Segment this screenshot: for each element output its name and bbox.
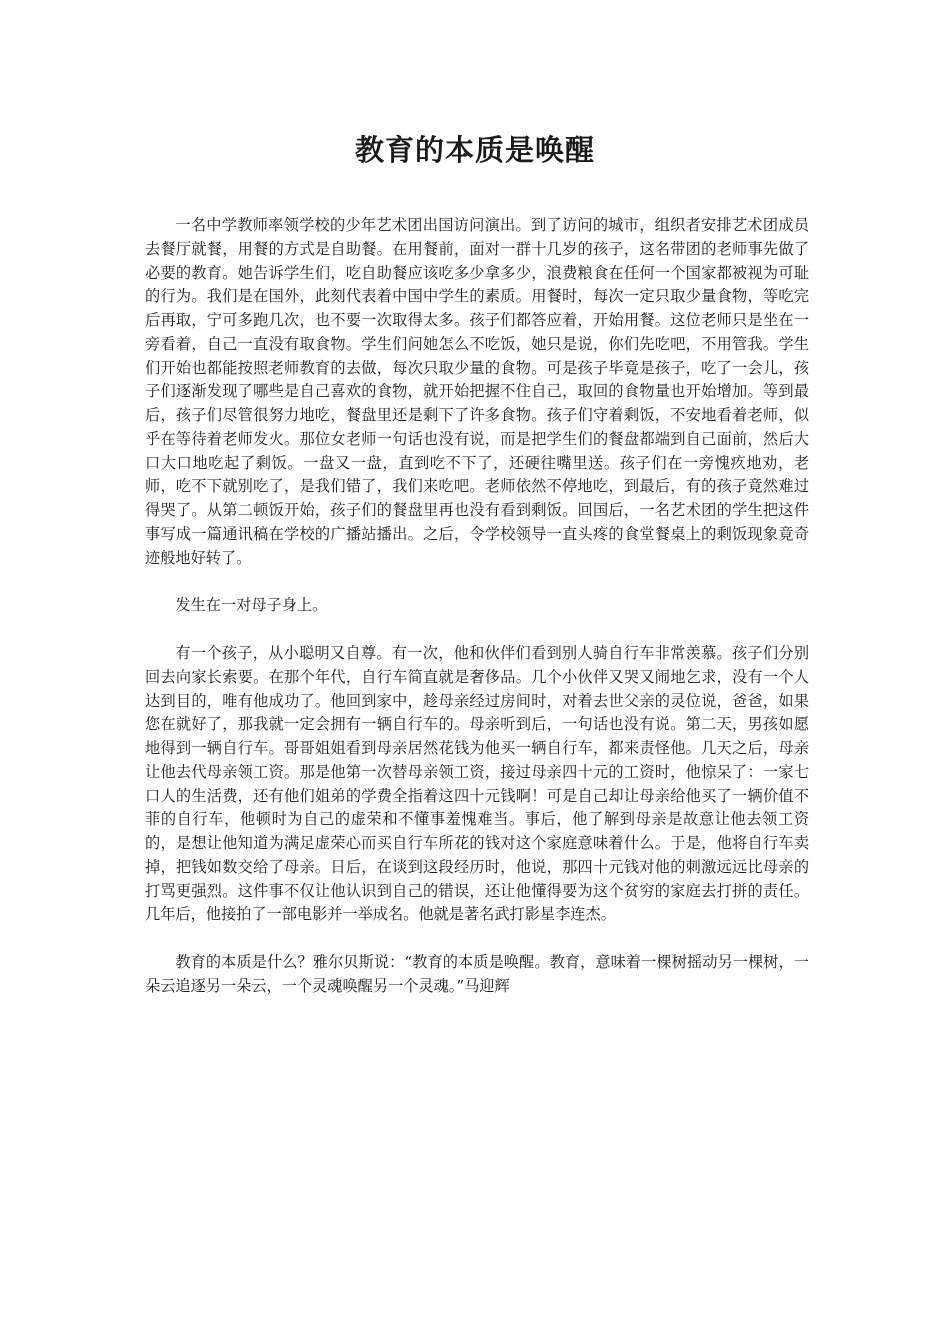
paragraph-bicycle-story: 有一个孩子，从小聪明又自尊。有一次，他和伙伴们看到别人骑自行车非常羡慕。孩子们分别回去向家长索要。在那个年代，自行车简直就是奢侈品。几个小伙伴又哭又闹地乞求，没有一个人达到目的，唯有他成功了。他回到家中，趁母亲经过房间时，对着去世父亲的灵位说，爸爸，如果您在就好了，那我就一定会拥有一辆自行车的。母亲听到后，一句话也没有说。第二天，男孩如愿地得到一辆自行车。哥哥姐姐看到母亲居然花钱为他买一辆自行车，都来责怪他。几天之后，母亲让他去代母亲领工资。那是他第一次替母亲领工资，接过母亲四十元的工资时，他惊呆了：一家七口人的生活费，还有他们姐弟的学费全指着这四十元钱啊！可是自己却让母亲给他买了一辆价值不菲的自行车，他顿时为自己的虚荣和不懂事羞愧难当。事后，他了解到母亲是故意让他去领工资的，是想让他知道为满足虚荣心而买自行车所花的钱对这个家庭意味着什么。于是，他将自行车卖掉，把钱如数交给了母亲。日后，在谈到这段经历时，他说，那四十元钱对他的刺激远远比母亲的打骂更强烈。这件事不仅让他认识到自己的错误，还让他懂得要为这个贫穷的家庭去打拼的责任。几年后，他接拍了一部电影并一举成名。他就是著名武打影星李连杰。 <box>145 644 809 924</box>
paragraph-transition: 发生在一对母子身上。 <box>175 596 328 615</box>
document-body <box>145 214 809 1023</box>
paragraph-conclusion: 教育的本质是什么？雅尔贝斯说：“教育的本质是唤醒。教育，意味着一棵树摇动另一棵树，一朵云追逐另一朵云，一个灵魂唤醒另一个灵魂。”马迎辉 <box>145 953 809 995</box>
paragraph-cafeteria-story: 一名中学教师率领学校的少年艺术团出国访问演出。到了访问的城市，组织者安排艺术团成员去餐厅就餐，用餐的方式是自助餐。在用餐前，面对一群十几岁的孩子，这名带团的老师事先做了必要的教育。她告诉学生们，吃自助餐应该吃多少拿多少，浪费粮食在任何一个国家都被视为可耻的行为。我们是在国外，此刻代表着中国中学生的素质。用餐时，每次一定只取少量食物，等吃完后再取，宁可多跑几次，也不要一次取得太多。孩子们都答应着，开始用餐。这位老师只是坐在一旁看着，自己一直没有取食物。学生们问她怎么不吃饭，她只是说，你们先吃吧，不用管我。学生们开始也都能按照老师教育的去做，每次只取少量的食物。可是孩子毕竟是孩子，吃了一会儿，孩子们逐渐发现了哪些是自己喜欢的食物，就开始把握不住自己，取回的食物量也开始增加。等到最后，孩子们尽管很努力地吃，餐盘里还是剩下了许多食物。孩子们守着剩饭，不安地看着老师，似乎在等待着老师发火。那位女老师一句话也没有说，而是把学生们的餐盘都端到自己面前，然后大口大口地吃起了剩饭。一盘又一盘，直到吃不下了，还硬往嘴里送。孩子们在一旁愧疚地劝，老师，吃不下就别吃了，是我们错了，我们来吃吧。老师依然不停地吃，到最后，有的孩子竟然难过得哭了。从第二顿饭开始，孩子们的餐盘里再也没有看到剩饭。回国后，一名艺术团的学生把这件事写成一篇通讯稿在学校的广播站播出。之后，令学校领导一直头疼的食堂餐桌上的剩饭现象竟奇迹般地好转了。 <box>145 216 809 567</box>
page-title: 教育的本质是唤醒 <box>354 133 595 167</box>
